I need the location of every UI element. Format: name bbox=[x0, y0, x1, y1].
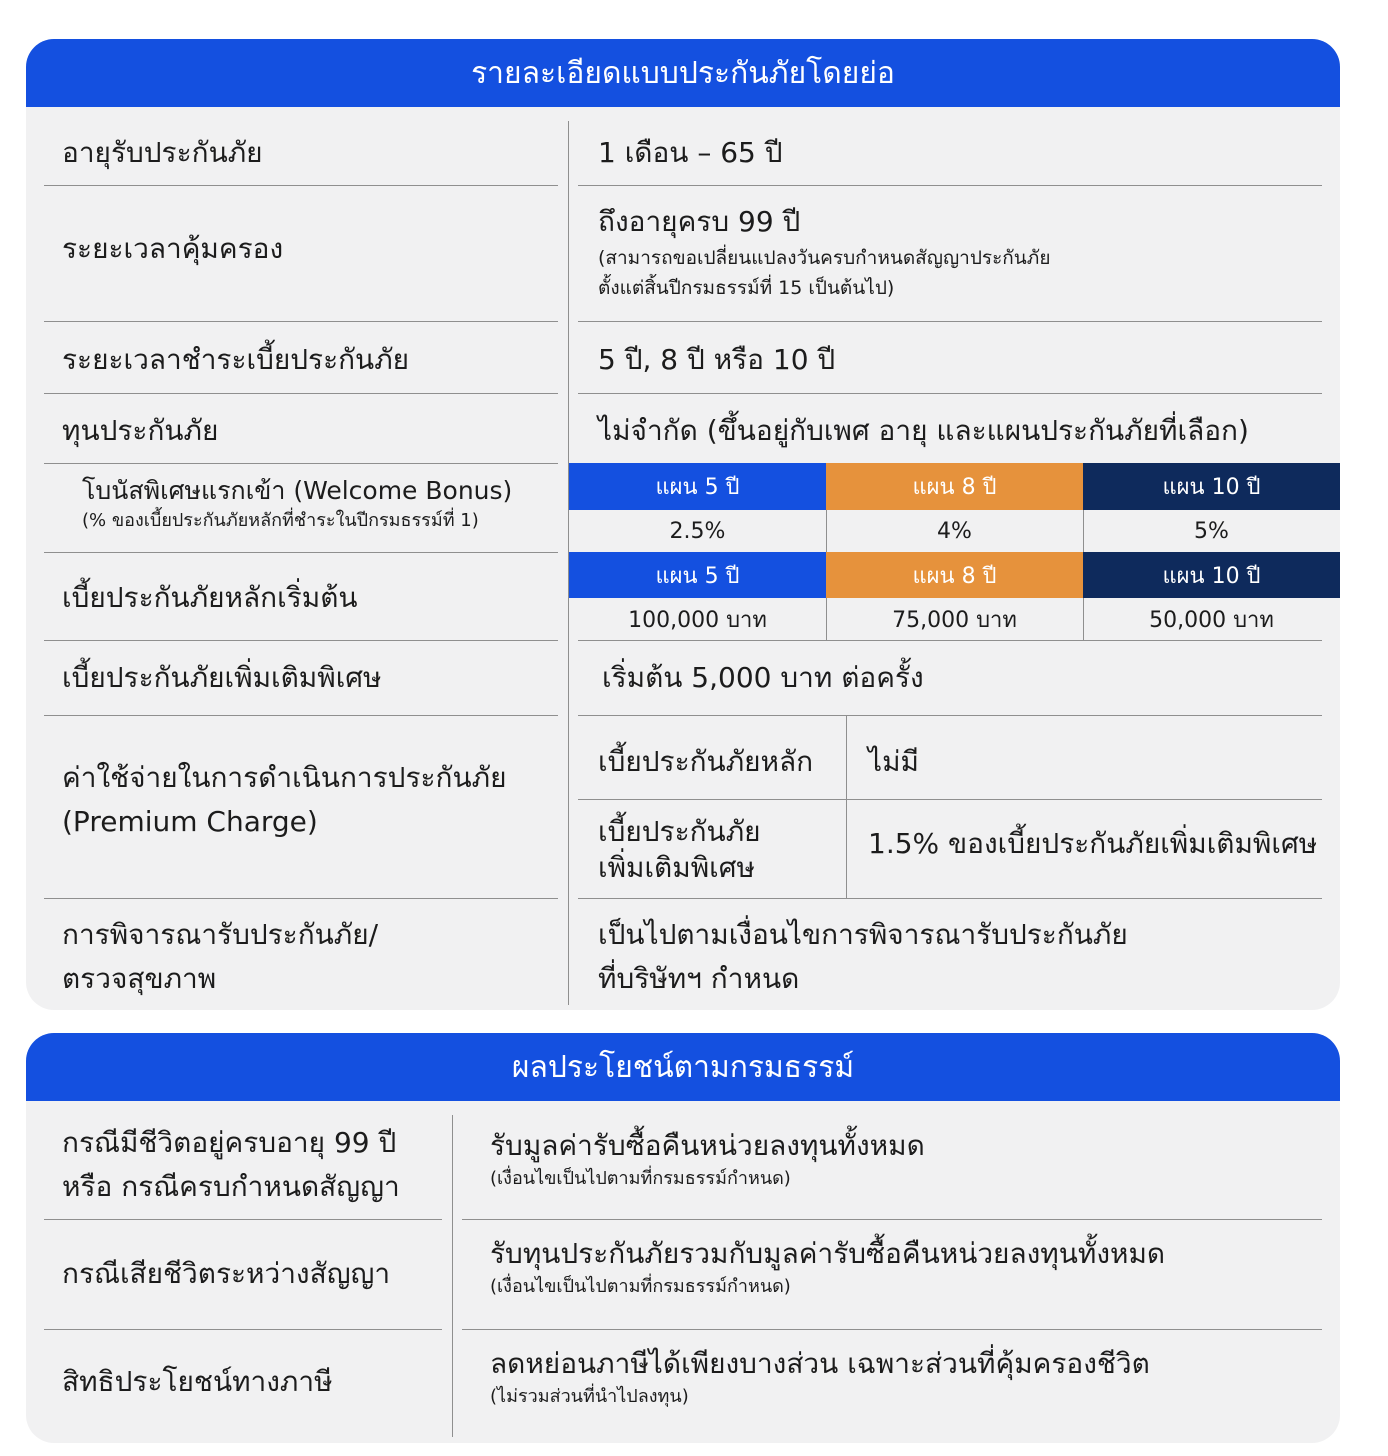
welcome-bonus-value-5: 2.5% bbox=[669, 518, 726, 544]
row-divider bbox=[462, 1219, 1322, 1220]
row-divider bbox=[44, 321, 558, 322]
benefit-label-block bbox=[62, 1121, 400, 1209]
premium-charge-topup-label: เบี้ยประกันภัย bbox=[598, 815, 761, 848]
underwriting-label: การพิจารณารับประกันภัย/ bbox=[62, 918, 379, 951]
cell-divider bbox=[1083, 510, 1084, 552]
benefit-label: หรือ กรณีครบกำหนดสัญญา bbox=[62, 1170, 400, 1203]
row-divider bbox=[44, 1219, 442, 1220]
summary-title: รายละเอียดแบบประกันภัยโดยย่อ bbox=[471, 55, 895, 91]
column-divider bbox=[452, 1115, 453, 1437]
row-divider bbox=[462, 1329, 1322, 1330]
summary-card bbox=[26, 39, 1340, 1010]
cell-divider bbox=[826, 598, 827, 640]
benefit-value-block bbox=[490, 1343, 1150, 1409]
sum-insured-value: ไม่จำกัด (ขึ้นอยู่กับเพศ อายุ และแผนประกันภัยที่เลือก) bbox=[598, 414, 1249, 447]
row-divider bbox=[578, 715, 1322, 716]
cell-divider bbox=[1083, 598, 1084, 640]
benefits-header bbox=[26, 1033, 1340, 1101]
underwriting-label-block bbox=[62, 913, 378, 1001]
benefit-note: (ไม่รวมส่วนที่นำไปลงทุน) bbox=[490, 1386, 689, 1407]
underwriting-label: ตรวจสุขภาพ bbox=[62, 962, 217, 995]
row-divider bbox=[44, 463, 558, 464]
premium-charge-topup-value: 1.5% ของเบี้ยประกันภัยเพิ่มเติมพิเศษ bbox=[868, 827, 1318, 860]
premium-charge-topup-label-block bbox=[598, 814, 761, 886]
summary-header bbox=[26, 39, 1340, 107]
welcome-bonus-value-10: 5% bbox=[1194, 518, 1229, 544]
row-divider bbox=[44, 393, 558, 394]
premium-charge-main-label: เบี้ยประกันภัยหลัก bbox=[598, 745, 814, 778]
row-divider bbox=[578, 640, 1322, 641]
welcome-bonus-label: โบนัสพิเศษแรกเข้า (Welcome Bonus) bbox=[82, 476, 513, 505]
premium-charge-topup-label: เพิ่มเติมพิเศษ bbox=[598, 851, 755, 884]
underwriting-value: ที่บริษัทฯ กำหนด bbox=[598, 962, 800, 995]
min-premium-plan-5: แผน 5 ปี bbox=[569, 552, 826, 598]
coverage-value-block bbox=[598, 201, 1050, 303]
row-divider bbox=[44, 185, 558, 186]
welcome-bonus-value-8: 4% bbox=[937, 518, 972, 544]
min-premium-plan-8: แผน 8 ปี bbox=[826, 552, 1083, 598]
row-divider bbox=[578, 393, 1322, 394]
top-up-label: เบี้ยประกันภัยเพิ่มเติมพิเศษ bbox=[62, 661, 382, 694]
row-divider bbox=[44, 898, 558, 899]
premium-charge-label-en: (Premium Charge) bbox=[62, 805, 318, 838]
min-premium-label: เบี้ยประกันภัยหลักเริ่มต้น bbox=[62, 581, 358, 614]
payment-period-label: ระยะเวลาชำระเบี้ยประกันภัย bbox=[62, 343, 410, 376]
row-divider bbox=[44, 1329, 442, 1330]
row-divider bbox=[578, 799, 1322, 800]
cell-divider bbox=[846, 715, 847, 898]
welcome-bonus-label-block bbox=[82, 474, 512, 534]
benefit-value-block bbox=[490, 1125, 925, 1191]
coverage-note: (สามารถขอเปลี่ยนแปลงวันครบกำหนดสัญญาประกันภัย bbox=[598, 247, 1051, 269]
benefit-note: (เงื่อนไขเป็นไปตามที่กรมธรรม์กำหนด) bbox=[490, 1168, 791, 1189]
benefit-label: สิทธิประโยชน์ทางภาษี bbox=[62, 1365, 333, 1398]
payment-period-value: 5 ปี, 8 ปี หรือ 10 ปี bbox=[598, 343, 836, 376]
top-up-value: เริ่มต้น 5,000 บาท ต่อครั้ง bbox=[602, 661, 924, 694]
cell-divider bbox=[826, 510, 827, 552]
welcome-bonus-plan-8: แผน 8 ปี bbox=[826, 463, 1083, 510]
row-divider bbox=[578, 898, 1322, 899]
premium-charge-label-block bbox=[62, 756, 506, 844]
benefit-value-block bbox=[490, 1233, 1165, 1299]
welcome-bonus-plan-5: แผน 5 ปี bbox=[569, 463, 826, 510]
underwriting-value: เป็นไปตามเงื่อนไขการพิจารณารับประกันภัย bbox=[598, 918, 1128, 951]
welcome-bonus-plan-10: แผน 10 ปี bbox=[1083, 463, 1340, 510]
row-divider bbox=[578, 321, 1322, 322]
premium-charge-main-value: ไม่มี bbox=[868, 745, 919, 778]
benefits-card bbox=[26, 1033, 1340, 1443]
benefit-note: (เงื่อนไขเป็นไปตามที่กรมธรรม์กำหนด) bbox=[490, 1276, 791, 1297]
underwriting-value-block bbox=[598, 913, 1128, 1001]
benefits-title: ผลประโยชน์ตามกรมธรรม์ bbox=[511, 1049, 855, 1085]
row-divider bbox=[44, 640, 558, 641]
benefit-value: รับมูลค่ารับซื้อคืนหน่วยลงทุนทั้งหมด bbox=[490, 1129, 925, 1162]
coverage-label: ระยะเวลาคุ้มครอง bbox=[62, 232, 284, 265]
coverage-note: ตั้งแต่สิ้นปีกรมธรรม์ที่ 15 เป็นต้นไป) bbox=[598, 277, 895, 299]
min-premium-value-10: 50,000 บาท bbox=[1149, 607, 1274, 633]
row-divider bbox=[44, 715, 558, 716]
row-divider bbox=[44, 552, 558, 553]
premium-charge-label: ค่าใช้จ่ายในการดำเนินการประกันภัย bbox=[62, 761, 507, 794]
coverage-value: ถึงอายุครบ 99 ปี bbox=[598, 205, 801, 238]
min-premium-value-5: 100,000 บาท bbox=[628, 607, 767, 633]
benefit-label: กรณีมีชีวิตอยู่ครบอายุ 99 ปี bbox=[62, 1126, 397, 1159]
benefit-label: กรณีเสียชีวิตระหว่างสัญญา bbox=[62, 1257, 391, 1290]
row-divider bbox=[578, 185, 1322, 186]
welcome-bonus-sublabel: (% ของเบี้ยประกันภัยหลักที่ชำระในปีกรมธรรม์ที่ 1) bbox=[82, 510, 479, 531]
benefit-value: รับทุนประกันภัยรวมกับมูลค่ารับซื้อคืนหน่วยลงทุนทั้งหมด bbox=[490, 1237, 1166, 1270]
min-premium-plan-10: แผน 10 ปี bbox=[1083, 552, 1340, 598]
min-premium-value-8: 75,000 บาท bbox=[892, 607, 1017, 633]
benefit-value: ลดหย่อนภาษีได้เพียงบางส่วน เฉพาะส่วนที่คุ้มครองชีวิต bbox=[490, 1347, 1150, 1380]
age-value: 1 เดือน – 65 ปี bbox=[598, 136, 783, 169]
age-label: อายุรับประกันภัย bbox=[62, 136, 263, 169]
sum-insured-label: ทุนประกันภัย bbox=[62, 414, 219, 447]
